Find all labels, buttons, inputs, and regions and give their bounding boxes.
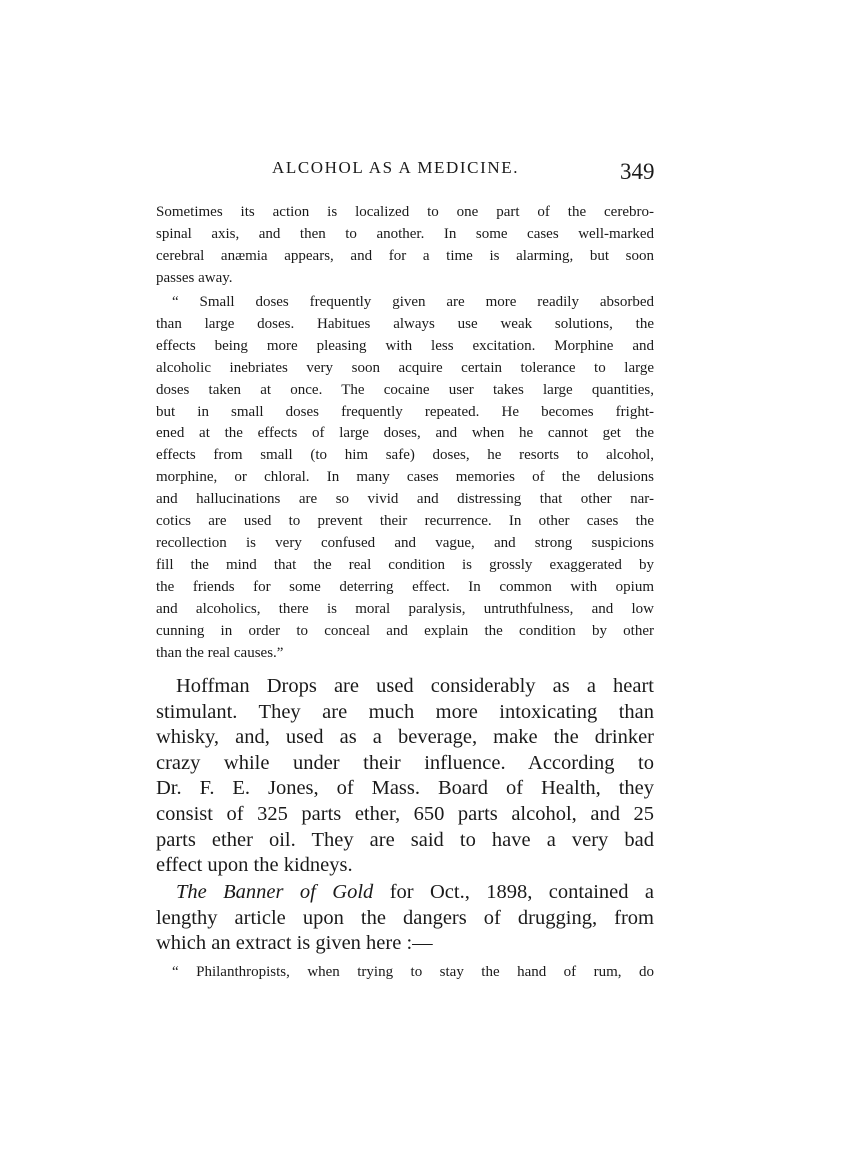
text-line: than the real causes.”: [156, 644, 284, 661]
text-line: fill the mind that the real condition is grossly exaggerated by: [156, 556, 654, 573]
text-line: lengthy article upon the dangers of drugging, from: [156, 906, 654, 929]
text-line: consist of 325 parts ether, 650 parts alcohol, and 25: [156, 802, 654, 825]
text-line: Sometimes its action is localized to one part of the cerebro-: [156, 204, 654, 220]
text-line: spinal axis, and then to another. In some cases well-marked: [156, 225, 654, 242]
text-line: effects from small (to him safe) doses, he resorts to alcohol,: [156, 447, 654, 464]
text-line: whisky, and, used as a beverage, make the drinker: [156, 726, 654, 749]
text-line: the friends for some deterring effect. In common with opium: [156, 578, 654, 595]
text-line: parts ether oil. They are said to have a very bad: [156, 828, 654, 851]
text-line: Hoffman Drops are used considerably as a heart: [176, 675, 654, 697]
text-line: “ Small doses frequently given are more readily absorbed: [172, 294, 654, 310]
text-line: ened at the effects of large doses, and when he cannot get the: [156, 425, 654, 442]
text-line: morphine, or chloral. In many cases memories of the delusions: [156, 469, 654, 486]
text-fragment: for Oct., 1898, contained a: [373, 881, 654, 903]
text-line: crazy while under their influence. According to: [156, 751, 654, 774]
text-line: “ Philanthropists, when trying to stay the hand of rum, do: [172, 964, 654, 980]
text-line: which an extract is given here :—: [156, 932, 433, 955]
text-line: Dr. F. E. Jones, of Mass. Board of Health, they: [156, 777, 654, 800]
text-line: cerebral anæmia appears, and for a time is alarming, but soon: [156, 247, 654, 264]
text-line: recollection is very confused and vague, and strong suspicions: [156, 534, 654, 551]
text-line: and hallucinations are so vivid and distressing that other nar-: [156, 491, 654, 508]
publication-title: The Banner of Gold: [176, 881, 374, 903]
running-title: ALCOHOL AS A MEDICINE.: [272, 158, 520, 177]
text-line: [156, 880, 654, 906]
text-line: than large doses. Habitues always use weak solutions, the: [156, 315, 654, 332]
paragraph-philanthropists-quote: [156, 962, 654, 984]
text-line: alcoholic inebriates very soon acquire certain tolerance to large: [156, 359, 654, 376]
text-line: effects being more pleasing with less excitation. Morphine and: [156, 337, 654, 354]
text-line: doses taken at once. The cocaine user takes large quantities,: [156, 381, 654, 398]
paragraph-small-doses-quote: [156, 292, 654, 664]
paragraph-cerebral-action: [156, 202, 654, 290]
paragraph-banner-of-gold: [156, 880, 654, 957]
text-line: effect upon the kidneys.: [156, 854, 353, 877]
text-line: cunning in order to conceal and explain the condition by other: [156, 622, 654, 639]
paragraph-hoffman-drops: [156, 674, 654, 879]
text-line: but in small doses frequently repeated. He becomes fright-: [156, 403, 654, 420]
text-line: stimulant. They are much more intoxicating than: [156, 700, 654, 723]
text-line: passes away.: [156, 269, 233, 286]
page-number: 349: [620, 159, 655, 184]
text-line: cotics are used to prevent their recurrence. In other cases the: [156, 513, 654, 530]
text-line: and alcoholics, there is moral paralysis, untruthfulness, and low: [156, 600, 654, 617]
